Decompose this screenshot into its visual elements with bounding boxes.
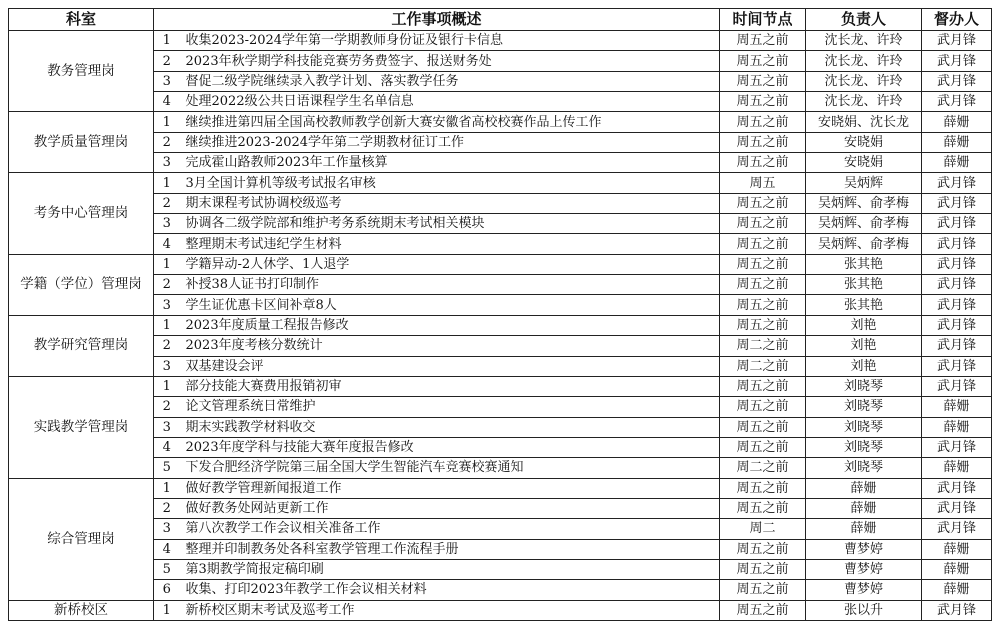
department-name: 考务中心管理岗 xyxy=(9,173,154,254)
owner-cell: 刘晓琴 xyxy=(806,458,922,478)
task-number: 2 xyxy=(154,498,180,518)
owner-cell: 张以升 xyxy=(806,600,922,620)
owner-cell: 安晓娟、沈长龙 xyxy=(806,112,922,132)
owner-cell: 薛姗 xyxy=(806,478,922,498)
deadline-cell: 周五之前 xyxy=(720,254,806,274)
task-description: 2023年秋学期学科技能竞赛劳务费签字、报送财务处 xyxy=(180,51,720,71)
supervisor-cell: 武月锋 xyxy=(922,437,992,457)
deadline-cell: 周五之前 xyxy=(720,478,806,498)
task-number: 1 xyxy=(154,315,180,335)
task-number: 3 xyxy=(154,214,180,234)
task-description: 完成霍山路教师2023年工作量核算 xyxy=(180,153,720,173)
task-number: 3 xyxy=(154,356,180,376)
header-task: 工作事项概述 xyxy=(154,9,720,31)
deadline-cell: 周五之前 xyxy=(720,539,806,559)
table-row xyxy=(9,519,992,539)
department-name: 综合管理岗 xyxy=(9,478,154,600)
deadline-cell: 周二之前 xyxy=(720,356,806,376)
owner-cell: 刘晓琴 xyxy=(806,417,922,437)
deadline-cell: 周五之前 xyxy=(720,193,806,213)
table-row xyxy=(9,153,992,173)
task-number: 2 xyxy=(154,275,180,295)
table-row xyxy=(9,559,992,579)
department-name: 新桥校区 xyxy=(9,600,154,620)
table-row xyxy=(9,254,992,274)
supervisor-cell: 薛姗 xyxy=(922,112,992,132)
task-description: 继续推进第四届全国高校教师教学创新大赛安徽省高校校赛作品上传工作 xyxy=(180,112,720,132)
table-row xyxy=(9,376,992,396)
owner-cell: 吴炳辉、俞孝梅 xyxy=(806,214,922,234)
supervisor-cell: 薛姗 xyxy=(922,458,992,478)
deadline-cell: 周五之前 xyxy=(720,92,806,112)
table-row xyxy=(9,275,992,295)
owner-cell: 沈长龙、许玲 xyxy=(806,92,922,112)
task-number: 3 xyxy=(154,519,180,539)
owner-cell: 刘晓琴 xyxy=(806,437,922,457)
deadline-cell: 周五之前 xyxy=(720,437,806,457)
task-number: 2 xyxy=(154,336,180,356)
table-row xyxy=(9,51,992,71)
deadline-cell: 周五之前 xyxy=(720,132,806,152)
task-number: 1 xyxy=(154,173,180,193)
table-row xyxy=(9,214,992,234)
table-body xyxy=(9,31,992,621)
deadline-cell: 周二之前 xyxy=(720,458,806,478)
table-row xyxy=(9,193,992,213)
department-name: 教务管理岗 xyxy=(9,31,154,112)
owner-cell: 沈长龙、许玲 xyxy=(806,71,922,91)
supervisor-cell: 武月锋 xyxy=(922,478,992,498)
task-number: 3 xyxy=(154,71,180,91)
task-number: 1 xyxy=(154,112,180,132)
owner-cell: 安晓娟 xyxy=(806,153,922,173)
table-row xyxy=(9,498,992,518)
table-row xyxy=(9,336,992,356)
header-dept: 科室 xyxy=(9,9,154,31)
task-number: 4 xyxy=(154,539,180,559)
table-row xyxy=(9,173,992,193)
task-description: 督促二级学院继续录入教学计划、落实教学任务 xyxy=(180,71,720,91)
supervisor-cell: 武月锋 xyxy=(922,92,992,112)
deadline-cell: 周五之前 xyxy=(720,295,806,315)
supervisor-cell: 薛姗 xyxy=(922,580,992,600)
task-description: 第3期教学简报定稿印刷 xyxy=(180,559,720,579)
department-name: 实践教学管理岗 xyxy=(9,376,154,478)
task-description: 部分技能大赛费用报销初审 xyxy=(180,376,720,396)
task-description: 学籍异动-2人休学、1人退学 xyxy=(180,254,720,274)
task-description: 学生证优惠卡区间补章8人 xyxy=(180,295,720,315)
table-row xyxy=(9,112,992,132)
task-description: 处理2022级公共日语课程学生名单信息 xyxy=(180,92,720,112)
task-description: 协调各二级学院部和维护考务系统期末考试相关模块 xyxy=(180,214,720,234)
task-description: 第八次教学工作会议相关准备工作 xyxy=(180,519,720,539)
task-description: 双基建设会评 xyxy=(180,356,720,376)
task-description: 收集2023-2024学年第一学期教师身份证及银行卡信息 xyxy=(180,31,720,51)
task-number: 2 xyxy=(154,397,180,417)
owner-cell: 沈长龙、许玲 xyxy=(806,51,922,71)
supervisor-cell: 薛姗 xyxy=(922,397,992,417)
owner-cell: 吴炳辉、俞孝梅 xyxy=(806,234,922,254)
deadline-cell: 周五之前 xyxy=(720,417,806,437)
owner-cell: 沈长龙、许玲 xyxy=(806,31,922,51)
task-number: 1 xyxy=(154,600,180,620)
owner-cell: 刘艳 xyxy=(806,356,922,376)
table-row xyxy=(9,478,992,498)
owner-cell: 张其艳 xyxy=(806,295,922,315)
deadline-cell: 周五之前 xyxy=(720,397,806,417)
owner-cell: 曹梦婷 xyxy=(806,559,922,579)
supervisor-cell: 武月锋 xyxy=(922,234,992,254)
supervisor-cell: 武月锋 xyxy=(922,51,992,71)
task-description: 2023年度学科与技能大赛年度报告修改 xyxy=(180,437,720,457)
task-number: 2 xyxy=(154,193,180,213)
supervisor-cell: 武月锋 xyxy=(922,336,992,356)
owner-cell: 刘晓琴 xyxy=(806,376,922,396)
task-description: 继续推进2023-2024学年第二学期教材征订工作 xyxy=(180,132,720,152)
deadline-cell: 周五 xyxy=(720,173,806,193)
deadline-cell: 周五之前 xyxy=(720,315,806,335)
table-row xyxy=(9,600,992,620)
owner-cell: 张其艳 xyxy=(806,275,922,295)
owner-cell: 吴炳辉、俞孝梅 xyxy=(806,193,922,213)
header-owner: 负责人 xyxy=(806,9,922,31)
deadline-cell: 周二 xyxy=(720,519,806,539)
task-description: 2023年度考核分数统计 xyxy=(180,336,720,356)
owner-cell: 刘晓琴 xyxy=(806,397,922,417)
deadline-cell: 周五之前 xyxy=(720,153,806,173)
department-name: 教学质量管理岗 xyxy=(9,112,154,173)
deadline-cell: 周二之前 xyxy=(720,336,806,356)
task-number: 5 xyxy=(154,458,180,478)
deadline-cell: 周五之前 xyxy=(720,275,806,295)
task-number: 2 xyxy=(154,51,180,71)
task-number: 2 xyxy=(154,132,180,152)
supervisor-cell: 武月锋 xyxy=(922,519,992,539)
supervisor-cell: 武月锋 xyxy=(922,173,992,193)
supervisor-cell: 武月锋 xyxy=(922,275,992,295)
task-description: 做好教务处网站更新工作 xyxy=(180,498,720,518)
deadline-cell: 周五之前 xyxy=(720,214,806,234)
supervisor-cell: 武月锋 xyxy=(922,600,992,620)
table-row xyxy=(9,580,992,600)
supervisor-cell: 薛姗 xyxy=(922,539,992,559)
task-number: 1 xyxy=(154,31,180,51)
supervisor-cell: 薛姗 xyxy=(922,417,992,437)
supervisor-cell: 薛姗 xyxy=(922,559,992,579)
task-description: 补授38人证书打印制作 xyxy=(180,275,720,295)
table-row xyxy=(9,234,992,254)
task-number: 1 xyxy=(154,478,180,498)
table-row xyxy=(9,92,992,112)
header-deadline: 时间节点 xyxy=(720,9,806,31)
supervisor-cell: 武月锋 xyxy=(922,295,992,315)
supervisor-cell: 武月锋 xyxy=(922,214,992,234)
deadline-cell: 周五之前 xyxy=(720,31,806,51)
deadline-cell: 周五之前 xyxy=(720,498,806,518)
task-number: 3 xyxy=(154,295,180,315)
table-row xyxy=(9,539,992,559)
task-description: 下发合肥经济学院第三届全国大学生智能汽车竞赛校赛通知 xyxy=(180,458,720,478)
owner-cell: 刘艳 xyxy=(806,336,922,356)
table-row xyxy=(9,458,992,478)
table-row xyxy=(9,295,992,315)
deadline-cell: 周五之前 xyxy=(720,580,806,600)
supervisor-cell: 武月锋 xyxy=(922,71,992,91)
table-row xyxy=(9,397,992,417)
task-number: 4 xyxy=(154,92,180,112)
task-number: 1 xyxy=(154,376,180,396)
deadline-cell: 周五之前 xyxy=(720,51,806,71)
table-row xyxy=(9,71,992,91)
table-row xyxy=(9,437,992,457)
supervisor-cell: 武月锋 xyxy=(922,254,992,274)
task-description: 收集、打印2023年教学工作会议相关材料 xyxy=(180,580,720,600)
deadline-cell: 周五之前 xyxy=(720,376,806,396)
owner-cell: 刘艳 xyxy=(806,315,922,335)
owner-cell: 安晓娟 xyxy=(806,132,922,152)
table-row xyxy=(9,132,992,152)
task-description: 期末实践教学材料收交 xyxy=(180,417,720,437)
owner-cell: 薛姗 xyxy=(806,519,922,539)
department-name: 教学研究管理岗 xyxy=(9,315,154,376)
task-description: 期末课程考试协调校级巡考 xyxy=(180,193,720,213)
task-number: 1 xyxy=(154,254,180,274)
owner-cell: 曹梦婷 xyxy=(806,580,922,600)
owner-cell: 薛姗 xyxy=(806,498,922,518)
table-row xyxy=(9,417,992,437)
supervisor-cell: 武月锋 xyxy=(922,193,992,213)
owner-cell: 张其艳 xyxy=(806,254,922,274)
task-description: 做好教学管理新闻报道工作 xyxy=(180,478,720,498)
supervisor-cell: 武月锋 xyxy=(922,31,992,51)
task-number: 3 xyxy=(154,153,180,173)
supervisor-cell: 武月锋 xyxy=(922,356,992,376)
deadline-cell: 周五之前 xyxy=(720,600,806,620)
header-supervisor: 督办人 xyxy=(922,9,992,31)
deadline-cell: 周五之前 xyxy=(720,559,806,579)
task-description: 3月全国计算机等级考试报名审核 xyxy=(180,173,720,193)
task-number: 6 xyxy=(154,580,180,600)
supervisor-cell: 薛姗 xyxy=(922,132,992,152)
department-name: 学籍（学位）管理岗 xyxy=(9,254,154,315)
deadline-cell: 周五之前 xyxy=(720,234,806,254)
owner-cell: 吴炳辉 xyxy=(806,173,922,193)
header-row xyxy=(9,9,992,31)
deadline-cell: 周五之前 xyxy=(720,112,806,132)
table-row xyxy=(9,315,992,335)
task-description: 新桥校区期末考试及巡考工作 xyxy=(180,600,720,620)
supervisor-cell: 薛姗 xyxy=(922,153,992,173)
supervisor-cell: 武月锋 xyxy=(922,315,992,335)
task-description: 2023年度质量工程报告修改 xyxy=(180,315,720,335)
table-row xyxy=(9,356,992,376)
work-schedule-table xyxy=(8,8,992,621)
task-number: 3 xyxy=(154,417,180,437)
task-description: 整理并印制教务处各科室教学管理工作流程手册 xyxy=(180,539,720,559)
owner-cell: 曹梦婷 xyxy=(806,539,922,559)
task-number: 4 xyxy=(154,437,180,457)
table-row xyxy=(9,31,992,51)
task-description: 论文管理系统日常维护 xyxy=(180,397,720,417)
task-number: 4 xyxy=(154,234,180,254)
supervisor-cell: 武月锋 xyxy=(922,498,992,518)
deadline-cell: 周五之前 xyxy=(720,71,806,91)
task-number: 5 xyxy=(154,559,180,579)
task-description: 整理期末考试违纪学生材料 xyxy=(180,234,720,254)
supervisor-cell: 武月锋 xyxy=(922,376,992,396)
